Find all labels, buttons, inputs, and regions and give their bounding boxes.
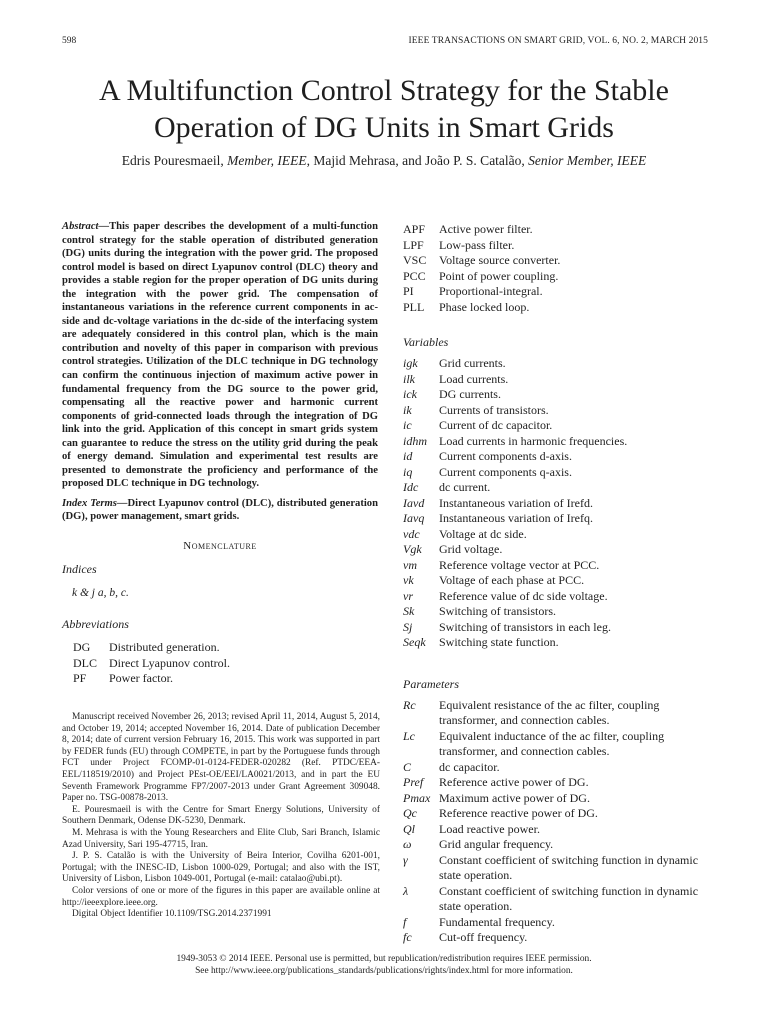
title-line-1: A Multifunction Control Strategy for the Stable [99, 74, 669, 107]
definition: Power factor. [109, 671, 173, 686]
definition: Active power filter. [439, 222, 533, 236]
symbol: Sk [403, 604, 415, 618]
symbol: γ [403, 852, 408, 867]
symbol: Qc [403, 806, 417, 820]
variable-row [403, 635, 707, 651]
definition: dc current. [439, 480, 491, 494]
symbol: LPF [403, 237, 424, 252]
symbol: DLC [73, 655, 97, 670]
index-terms [62, 497, 378, 524]
variable-row [403, 558, 707, 574]
indices-text: k & j a, b, c. [72, 587, 129, 600]
footnote-paragraph: Digital Object Identifier 10.1109/TSG.2014.2371991 [72, 909, 272, 920]
definition: Currents of transistors. [439, 402, 549, 417]
definition: Constant coefficient of switching function in dynamic state operation. [439, 852, 699, 882]
abbreviation-row [403, 222, 707, 238]
definition: Equivalent resistance of the ac filter, coupling transformer, and connection cables. [439, 697, 660, 727]
index-terms-text: Direct Lyapunov control (DLC), distributed generation (DG), power management, smart grids. [62, 497, 378, 523]
definition: Phase locked loop. [439, 299, 530, 314]
symbol: iq [403, 464, 413, 479]
variable-row [403, 480, 707, 496]
definition: Direct Lyapunov control. [109, 655, 230, 670]
symbol: λ [403, 883, 409, 898]
symbol: Idc [403, 480, 419, 494]
symbol: PCC [403, 268, 426, 283]
parameter-row [403, 729, 707, 760]
parameter-row [403, 884, 707, 915]
variable-row [403, 434, 707, 450]
symbol: vr [403, 588, 413, 603]
symbol: fc [403, 930, 412, 944]
symbol: Iavq [403, 511, 425, 525]
abstract-lead: Abstract— [62, 221, 110, 232]
footnote-paragraph: J. P. S. Catalão is with the University of Beira Interior, Covilha 6201-001, Portugal; with the INESC-ID, Lisbon 1000-029, Portugal; and also with the IST, University of Lisbon, Lisbon 1049-001, Portugal (e-mail: catalao@ubi.pt). [62, 851, 380, 885]
abbreviations-table-right [403, 222, 707, 315]
variable-row [403, 465, 707, 481]
copyright-notice [40, 953, 728, 977]
abbreviation-row [62, 656, 230, 672]
symbol: f [403, 914, 407, 929]
symbol: VSC [403, 253, 427, 267]
definition: Grid currents. [439, 356, 506, 370]
abbreviation-row [403, 253, 707, 269]
definition: Current components d-axis. [439, 449, 572, 463]
variable-row [403, 511, 707, 527]
footnote-paragraph: E. Pouresmaeil is with the Centre for Smart Energy Solutions, University of Southern Denmark, Odense DK-5230, Denmark. [62, 804, 380, 827]
variable-row [403, 496, 707, 512]
symbol: idhm [403, 433, 427, 448]
variable-row [403, 527, 707, 543]
variable-row [403, 356, 707, 372]
footnote-paragraph: Color versions of one or more of the figures in this paper are available online at http://ieeexplore.ieee.org. [62, 885, 380, 908]
footnote [62, 712, 380, 921]
author-2-names: , Majid Mehrasa, and João P. S. Catalão, [306, 153, 529, 168]
definition: Load currents. [439, 371, 509, 386]
right-column [403, 222, 709, 946]
variable-row [403, 418, 707, 434]
author-1-name: Edris Pouresmaeil, [121, 153, 228, 168]
definition: Reference value of dc side voltage. [439, 588, 608, 603]
symbol: Vgk [403, 542, 422, 556]
definition: Voltage at dc side. [439, 526, 527, 541]
symbol: igk [403, 356, 418, 370]
definition: Reference reactive power of DG. [439, 806, 598, 820]
author-3-role: Senior Member, IEEE [528, 153, 647, 168]
definition: Fundamental frequency. [439, 914, 555, 929]
symbol: vk [403, 573, 414, 587]
symbol: Seqk [403, 635, 426, 649]
parameter-row [403, 806, 707, 822]
symbol: Rc [403, 697, 416, 712]
abbreviation-row [62, 640, 230, 656]
definition: Instantaneous variation of Irefd. [439, 495, 593, 510]
abbreviation-row [403, 269, 707, 285]
definition: Load reactive power. [439, 821, 540, 836]
parameter-row [403, 853, 707, 884]
definition: DG currents. [439, 387, 501, 401]
parameter-row [403, 775, 707, 791]
definition: Reference voltage vector at PCC. [439, 557, 600, 572]
author-1-role: Member, IEEE [227, 153, 307, 168]
variables-table [403, 356, 707, 651]
symbol: Sj [403, 619, 413, 634]
abbreviation-row [403, 238, 707, 254]
parameter-row [403, 698, 707, 729]
parameter-row [403, 837, 707, 853]
variable-row [403, 542, 707, 558]
symbol: vm [403, 557, 417, 572]
variable-row [403, 589, 707, 605]
author-line [40, 153, 728, 169]
definition: Cut-off frequency. [439, 930, 528, 944]
definition: Current components q-axis. [439, 464, 572, 479]
symbol: Pref [403, 775, 424, 789]
variables-heading: Variables [403, 335, 449, 349]
abbreviations-heading: Abbreviations [62, 617, 129, 632]
abbreviation-row [62, 671, 230, 687]
variable-row [403, 620, 707, 636]
definition: Voltage of each phase at PCC. [439, 573, 585, 587]
definition: Switching of transistors. [439, 604, 556, 618]
symbol: Ql [403, 821, 415, 836]
parameter-row [403, 791, 707, 807]
indices-heading: Indices [62, 562, 97, 577]
parameters-heading: Parameters [403, 676, 459, 691]
symbol: ω [403, 837, 412, 851]
parameter-row [403, 930, 707, 946]
variable-row [403, 604, 707, 620]
symbol: ik [403, 402, 412, 417]
symbol: DG [73, 640, 91, 655]
variable-row [403, 449, 707, 465]
abstract-text: This paper describes the development of a multi-function control strategy for the stable operation of distributed generation (DG) units during the integration with the power grid. The proposed control model is based on direct Lyapunov control (DLC) theory and provides a stable region for the proper operation of DG units during the integration with the power grid. The compensation of instantaneous variations in the reference current components in ac-side and dc-voltage variations in the dc-side of the interfacing system are adequately considered in this control plan, which is the main contribution and novelty of this paper in comparison with previous control strategies. Utilization of the DLC technique in DG technology can confirm the continuous injection of maximum active power in fundamental frequency from the DG source to the power grid, compensating all the reactive power and harmonic current components of grid-connected loads through the integration of DG link into the grid. Application of this concept in smart grids system can guarantee to reduce the stress on the utility grid during the peak of energy demand. Simulation and experimental test results are presented to demonstrate the proficiency and performance of the proposed DLC technique in DG technology. [62, 221, 378, 490]
definition: Grid voltage. [439, 542, 503, 556]
left-column [62, 220, 378, 687]
symbol: ick [403, 387, 417, 401]
abstract [62, 220, 378, 491]
definition: Proportional-integral. [439, 284, 543, 298]
definition: Constant coefficient of switching function in dynamic state operation. [439, 883, 699, 913]
definition: Current of dc capacitor. [439, 418, 553, 432]
symbol: ic [403, 418, 412, 432]
index-terms-lead: Index Terms— [62, 497, 128, 509]
definition: Grid angular frequency. [439, 837, 554, 851]
symbol: C [403, 759, 412, 774]
definition: Instantaneous variation of Irefq. [439, 511, 593, 525]
symbol: PLL [403, 299, 425, 314]
variable-row [403, 403, 707, 419]
symbol: Iavd [403, 495, 425, 510]
symbol: Lc [403, 728, 415, 743]
footnote-paragraph: M. Mehrasa is with the Young Researchers and Elite Club, Sari Branch, Islamic Azad University, Sari 195-47715, Iran. [62, 827, 380, 850]
parameter-row [403, 915, 707, 931]
symbol: PI [403, 284, 414, 298]
symbol: PF [73, 671, 87, 686]
parameters-table [403, 698, 707, 946]
page-number: 598 [62, 36, 77, 46]
definition: Distributed generation. [109, 640, 220, 655]
abbreviation-row [403, 284, 707, 300]
journal-header: IEEE TRANSACTIONS ON SMART GRID, VOL. 6, NO. 2, MARCH 2015 [408, 36, 708, 46]
definition: Point of power coupling. [439, 268, 559, 283]
title-line-2: Operation of DG Units in Smart Grids [154, 111, 614, 144]
definition: Switching state function. [439, 635, 559, 649]
definition: dc capacitor. [439, 759, 500, 774]
abbreviation-row [403, 300, 707, 316]
definition: Voltage source converter. [439, 253, 561, 267]
paper-title [40, 72, 728, 146]
abbreviations-table-left [62, 640, 230, 687]
copyright-line-1: 1949-3053 © 2014 IEEE. Personal use is permitted, but republication/redistribution requires IEEE permission. [176, 954, 592, 964]
definition: Reference active power of DG. [439, 775, 589, 789]
definition: Low-pass filter. [439, 237, 515, 252]
symbol: APF [403, 222, 426, 236]
nomenclature-heading: Nomenclature [183, 540, 257, 553]
parameter-row [403, 760, 707, 776]
variable-row [403, 372, 707, 388]
definition: Equivalent inductance of the ac filter, coupling transformer, and connection cables. [439, 728, 665, 758]
definition: Maximum active power of DG. [439, 790, 590, 805]
copyright-line-2: See http://www.ieee.org/publications_standards/publications/rights/index.html for more information. [195, 966, 573, 976]
footnote-paragraph: Manuscript received November 26, 2013; revised April 11, 2014, August 5, 2014, and October 19, 2014; accepted November 16, 2014. Date of publication December 8, 2014; date of current version February 16, 2015. This work was supported in part by FEDER funds (EU) through COMPETE, in part by the Portuguese funds through FCT under Project FCOMP-01-0124-FEDER-020282 (Ref. PTDC/EEA-EEL/118519/2010) and Project PEst-OE/EEI/LA0021/2013, and in part the EU Seventh Framework Programme FP7/2007-2013 under Grant Agreement 309048. Paper no. TSG-00878-2013. [62, 712, 380, 804]
symbol: id [403, 449, 413, 463]
definition: Switching of transistors in each leg. [439, 619, 611, 634]
variable-row [403, 573, 707, 589]
symbol: ilk [403, 371, 415, 386]
parameter-row [403, 822, 707, 838]
definition: Load currents in harmonic frequencies. [439, 433, 628, 448]
variable-row [403, 387, 707, 403]
symbol: Pmax [403, 790, 431, 805]
symbol: vdc [403, 526, 420, 541]
